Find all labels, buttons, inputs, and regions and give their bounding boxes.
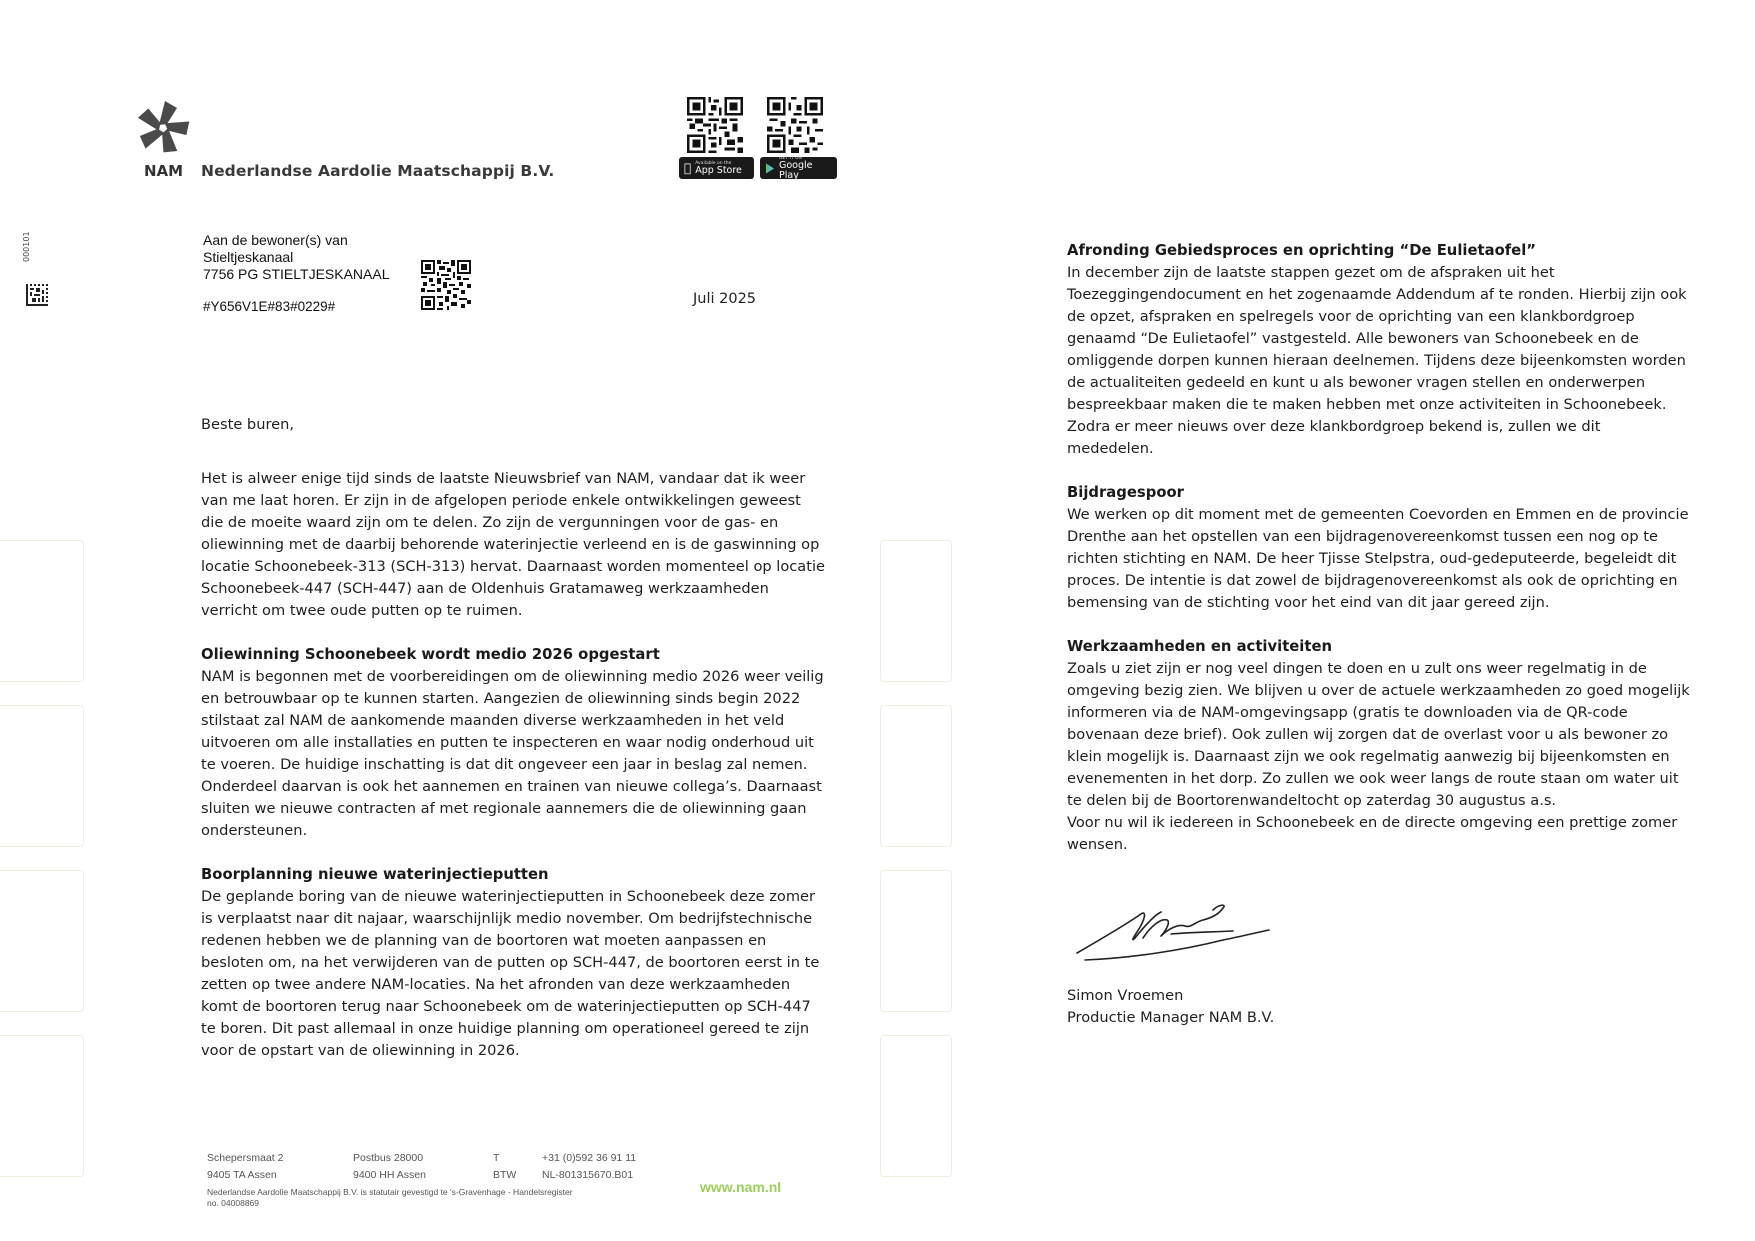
play-icon	[765, 159, 775, 178]
app-store-qr-code[interactable]	[687, 97, 743, 153]
section-paragraph: Zoals u ziet zijn er nog veel dingen te doen en u zult ons weer regelmatig in de omgeving bezig zien. We blijven u over de actuele werkzaamheden zo goed mogelijk informeren via de NAM-omgevingsapp (gratis te downloaden via de QR-code bovenaan deze brief). Ook zullen wij zorgen dat de overlast voor u als bewoner zo klein mogelijk is. Daarnaast zijn we ook regelmatig aanwezig bij bijeenkomsten en evenementen in het dorp. Zo zullen we ook weer langs de route staan om water uit te delen bij de Boortorenwandeltocht op zaterdag 30 augustus a.s.	[1067, 660, 1690, 809]
section-heading: Boorplanning nieuwe waterinjectieputten	[201, 866, 549, 883]
scan-frame	[0, 1035, 84, 1177]
footer-btw: NL-801315670.B01	[542, 1169, 634, 1181]
footer-phone: +31 (0)592 36 91 11	[542, 1152, 637, 1164]
scan-frame	[880, 705, 952, 847]
app-store-badge[interactable]	[679, 157, 754, 179]
recipient-address	[203, 232, 390, 283]
section-heading: Oliewinning Schoonebeek wordt medio 2026 opgestart	[201, 646, 660, 663]
address-line: 7756 PG STIELTJESKANAAL	[203, 266, 390, 282]
address-line: Stieltjeskanaal	[203, 249, 294, 265]
footer-legal	[207, 1187, 657, 1209]
section-heading: Afronding Gebiedsproces en oprichting “De Eulietaofel”	[1067, 242, 1537, 259]
google-play-small-label: GET IT ON	[779, 155, 802, 161]
footer-line: 9405 TA Assen	[207, 1169, 277, 1181]
footer-website-link[interactable]: www.nam.nl	[700, 1179, 782, 1195]
closing-paragraph: Voor nu wil ik iedereen in Schoonebeek en de directe omgeving een prettige zomer wensen.	[1067, 814, 1678, 853]
handwritten-signature	[1073, 898, 1273, 968]
scan-frame	[880, 1035, 952, 1177]
footer-label-btw: BTW	[493, 1169, 517, 1181]
section-paragraph: De geplande boring van de nieuwe waterinjectieputten in Schoonebeek deze zomer is verplaatst naar dit najaar, waarschijnlijk medio november. Om bedrijfstechnische redenen hebben we de planning van de boortoren wat moeten aanpassen en besloten om, na het verwijderen van de putten op SCH-447, de boortoren eerst in te zetten op twee andere NAM-locaties. Na het afronden van deze werkzaamheden komt de boortoren terug naar Schoonebeek om de waterinjectieputten op SCH-447 te boren. Dit past allemaal in onze huidige planning om operationeel gereed te zijn voor de opstart van de oliewinning in 2026.	[201, 888, 820, 1059]
address-qr-code	[421, 260, 471, 314]
apple-icon	[684, 162, 691, 174]
footer-legal-line: Nederlandse Aardolie Maatschappij B.V. is statutair gevestigd te 's-Gravenhage - Handelsregister	[207, 1187, 573, 1197]
google-play-qr-code[interactable]	[767, 97, 823, 153]
address-line: Aan de bewoner(s) van	[203, 232, 348, 248]
section-paragraph: NAM is begonnen met de voorbereidingen om de oliewinning medio 2026 weer veilig en betrouwbaar op te kunnen starten. Aangezien de oliewinning sinds begin 2022 stilstaat zal NAM de aankomende maanden diverse werkzaamheden in het veld uitvoeren om alle installaties en putten te inspecteren en waar nodig onderhoud uit te voeren. De huidige inschatting is dat dit ongeveer een jaar in beslag zal nemen. Onderdeel daarvan is ook het aannemen en trainen van nieuwe collega’s. Daarnaast sluiten we nieuwe contracten af met regionale aannemers die de oliewinning gaan ondersteunen.	[201, 668, 824, 839]
section-paragraph: We werken op dit moment met de gemeenten Coevorden en Emmen en de provincie Drenthe aan het opstellen van een bijdragenovereenkomst tussen een nog op te richten stichting en NAM. De heer Tjisse Stelpstra, oud-gedeputeerde, begeleidt dit proces. De intentie is dat zowel de bijdragenovereenkomst als ook de oprichting en bemensing van de stichting voor het eind van dit jaar gereed zijn.	[1067, 506, 1689, 611]
scan-frame	[0, 705, 84, 847]
sender-title: Productie Manager NAM B.V.	[1067, 1009, 1275, 1026]
footer-postbus	[353, 1150, 426, 1184]
scan-frame	[0, 540, 84, 682]
nam-star-logo	[133, 98, 193, 158]
company-name: Nederlandse Aardolie Maatschappij B.V.	[201, 162, 555, 180]
scan-frame	[0, 870, 84, 1012]
footer-line: Postbus 28000	[353, 1152, 424, 1164]
app-store-small-label: Available on the	[688, 160, 725, 166]
footer-legal-line: no. 04008869	[207, 1198, 259, 1208]
footer-line: 9400 HH Assen	[353, 1169, 426, 1181]
letter-date: Juli 2025	[693, 291, 757, 307]
side-code: 000101	[22, 231, 31, 262]
app-store-label: App Store	[688, 164, 735, 176]
section-paragraph: In december zijn de laatste stappen gezet om de afspraken uit het Toezeggingendocument en het zogenaamde Addendum af te ronden. Hierbij zijn ook de opzet, afspraken en spelregels voor de oprichting van een klankbordgroep genaamd “De Eulietaofel” vastgesteld. Alle bewoners van Schoonebeek en de omliggende dorpen kunnen hieraan deelnemen. Tijdens deze bijeenkomsten worden de actualiteiten gedeeld en kunt u als bewoner vragen stellen en onderwerpen bespreekbaar maken die te maken hebben met onze activiteiten in Schoonebeek. Zodra er meer nieuws over deze klankbordgroep bekend is, zullen we dit mededelen.	[1067, 264, 1687, 457]
right-column	[1067, 240, 1691, 856]
datamatrix-code	[26, 284, 48, 310]
google-play-label: Google Play	[779, 159, 813, 181]
logo-short-name: NAM	[144, 162, 184, 180]
section-heading: Bijdragespoor	[1067, 484, 1184, 501]
footer-line: Schepersmaat 2	[207, 1152, 284, 1164]
sender-block	[1067, 985, 1274, 1029]
footer-address	[207, 1150, 283, 1184]
section-heading: Werkzaamheden en activiteiten	[1067, 638, 1333, 655]
sender-name: Simon Vroemen	[1067, 987, 1184, 1004]
footer-label-t: T	[493, 1152, 500, 1164]
footer-contact	[542, 1150, 636, 1184]
address-code: #Y656V1E#83#0229#	[203, 299, 336, 314]
footer-labels	[493, 1150, 516, 1184]
google-play-badge[interactable]	[760, 157, 837, 179]
left-column	[201, 414, 826, 1062]
scan-frame	[880, 540, 952, 682]
scan-frame	[880, 870, 952, 1012]
intro-paragraph: Het is alweer enige tijd sinds de laatste Nieuwsbrief van NAM, vandaar dat ik weer van me laat horen. Er zijn in de afgelopen periode enkele ontwikkelingen geweest die de moeite waard zijn om te delen. Zo zijn de vergunningen voor de gas- en oliewinning met de daarbij behorende waterinjectie verleend en is de gaswinning op locatie Schoonebeek-313 (SCH-313) hervat. Daarnaast worden momenteel op locatie Schoonebeek-447 (SCH-447) aan de Oldenhuis Gratamaweg werkzaamheden verricht om twee oude putten op te ruimen.	[201, 470, 825, 619]
greeting: Beste buren,	[201, 416, 294, 433]
